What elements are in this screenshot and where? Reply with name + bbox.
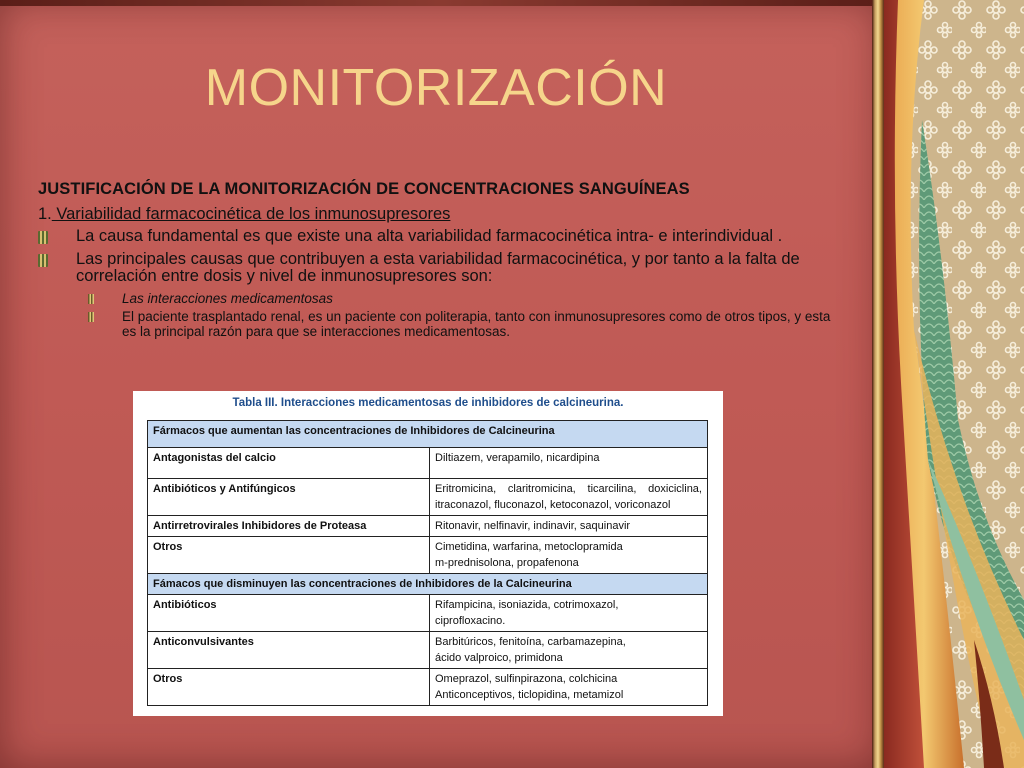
- bullet-item: Las principales causas que contribuyen a esta variabilidad farmacocinética, y por tanto a la falta de correlación entre dosis y nivel de inmunosupresores son:: [38, 251, 848, 285]
- row-key: Anticonvulsivantes: [148, 632, 430, 669]
- slide-title: MONITORIZACIÓN: [204, 59, 668, 117]
- table-row: [148, 479, 708, 516]
- section-heading: JUSTIFICACIÓN DE LA MONITORIZACIÓN DE CONCENTRACIONES SANGUÍNEAS: [38, 180, 690, 198]
- bullet-icon: [38, 254, 48, 267]
- table-row: [148, 595, 708, 632]
- table-image: [133, 391, 723, 716]
- row-key: Antibióticos: [148, 595, 430, 632]
- band-cell: Fármacos que aumentan las concentraciones de Inhibidores de Calcineurina: [148, 421, 708, 448]
- row-key: Antibióticos y Antifúngicos: [148, 479, 430, 516]
- sub-bullet-icon: [88, 312, 94, 322]
- row-value: Barbitúricos, fenitoína, carbamazepina, ácido valproico, primidona: [430, 632, 708, 669]
- row-value: Rifampicina, isoniazida, cotrimoxazol, ciprofloxacino.: [430, 595, 708, 632]
- row-key: Antirretrovirales Inhibidores de Proteasa: [148, 516, 430, 537]
- row-value: Diltiazem, verapamilo, nicardipina: [430, 448, 708, 479]
- bullet-icon: [38, 231, 48, 244]
- row-value: Omeprazol, sulfinpirazona, colchicina Anticonceptivos, ticlopidina, metamizol: [430, 669, 708, 706]
- row-value: Eritromicina, claritromicina, ticarcilina, doxiciclina, itraconazol, fluconazol, ketoconazol, voriconazol: [430, 479, 708, 516]
- band-cell: Fámacos que disminuyen las concentraciones de Inhibidores de la Calcineurina: [148, 574, 708, 595]
- sub-bullet-icon: [88, 294, 94, 304]
- bullet-item: La causa fundamental es que existe una alta variabilidad farmacocinética intra- e interindividual .: [38, 228, 848, 245]
- row-value: Ritonavir, nelfinavir, indinavir, saquinavir: [430, 516, 708, 537]
- sub-bullet-item: Las interacciones medicamentosas: [38, 291, 848, 306]
- table-caption: Tabla III. Interacciones medicamentosas de inhibidores de calcineurina.: [232, 397, 624, 409]
- table-row: [148, 537, 708, 574]
- table-band-row: [148, 574, 708, 595]
- table-row: [148, 669, 708, 706]
- gold-divider: [872, 0, 884, 768]
- row-key: Otros: [148, 537, 430, 574]
- row-key: Otros: [148, 669, 430, 706]
- panel-top-border: [0, 0, 880, 6]
- subheading: 1. Variabilidad farmacocinética de los inmunosupresores: [38, 205, 451, 223]
- table-row: [148, 632, 708, 669]
- table-band-row: [148, 421, 708, 448]
- row-key: Antagonistas del calcio: [148, 448, 430, 479]
- interactions-table: [147, 420, 708, 706]
- row-value: Cimetidina, warfarina, metoclopramida m-prednisolona, propafenona: [430, 537, 708, 574]
- sub-bullet-item: El paciente trasplantado renal, es un paciente con politerapia, tanto con inmunosupresores como de otros tipos, y esta es la principal razón para que se interacciones medicamentosas.: [38, 309, 848, 339]
- table-row: [148, 516, 708, 537]
- table-row: [148, 448, 708, 479]
- slide-body: [38, 180, 848, 342]
- decorative-border-image: [884, 0, 1024, 768]
